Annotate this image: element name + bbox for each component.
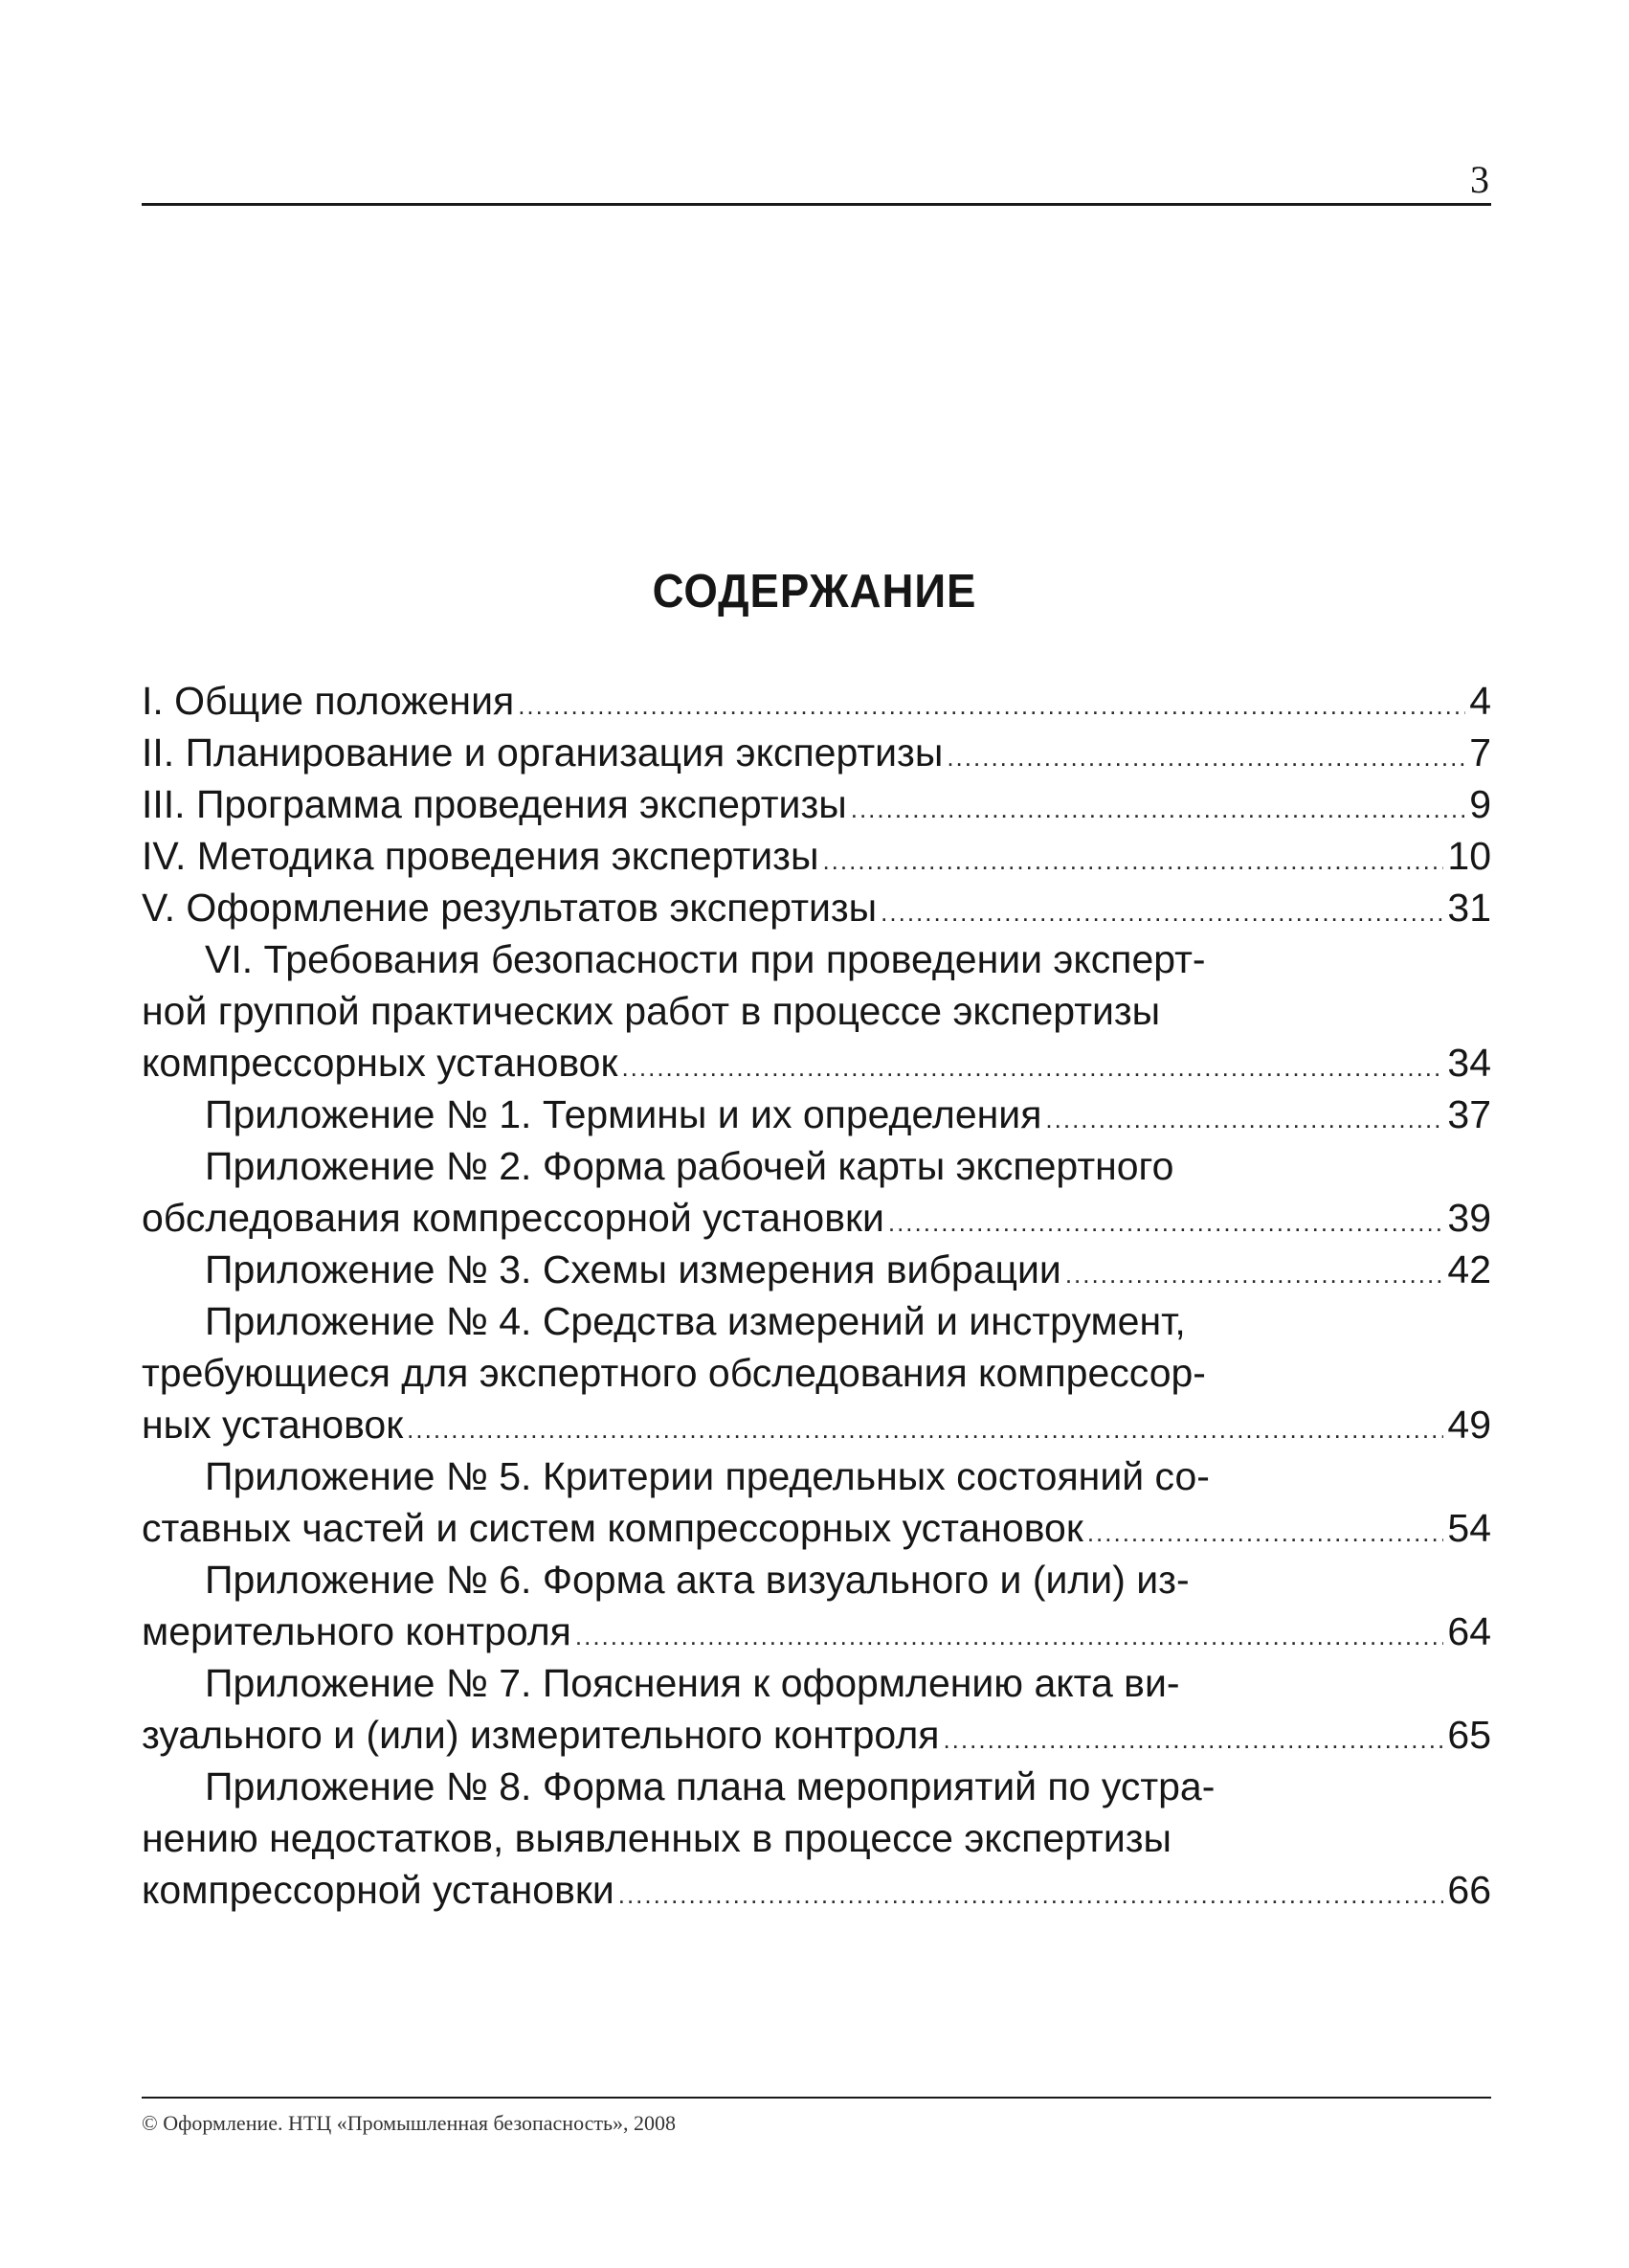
toc-entry-line: ной группой практических работ в процессе экспертизы (142, 989, 1161, 1033)
toc-entry-last-line (142, 1192, 1491, 1244)
header-rule (142, 203, 1491, 206)
toc-entry[interactable] (142, 1761, 1491, 1916)
toc-title: СОДЕРЖАНИЕ (652, 566, 977, 618)
toc-entry-last-line (142, 1399, 1491, 1450)
toc-entry-last-line (142, 1502, 1491, 1554)
toc-page-number: 65 (1447, 1713, 1491, 1757)
dot-leader (618, 1869, 1444, 1920)
dot-leader (575, 1610, 1444, 1662)
dot-leader (621, 1042, 1443, 1093)
toc-entry-line: V. Оформление результатов экспертизы (142, 886, 878, 930)
dot-leader (1065, 1248, 1444, 1300)
toc-entry-last-line (142, 1606, 1491, 1657)
toc-page-number: 42 (1447, 1247, 1491, 1291)
toc-entry[interactable] (142, 933, 1491, 1089)
toc-page-number: 66 (1447, 1868, 1491, 1912)
toc-entry-line: обследования компрессорной установки (142, 1196, 884, 1240)
toc-entry[interactable] (142, 1657, 1491, 1761)
page-number: 3 (1470, 158, 1489, 201)
dot-leader (943, 1714, 1443, 1765)
toc-entry-line: I. Общие положения (142, 679, 515, 723)
toc-entry-last-line (142, 1244, 1491, 1295)
toc-entry-line: мерительного контроля (142, 1609, 571, 1653)
toc-entry-line: зуального и (или) измерительного контроля (142, 1713, 940, 1757)
toc-entry[interactable] (142, 1554, 1491, 1657)
toc-entry-last-line (142, 1864, 1491, 1916)
table-of-contents (142, 675, 1491, 1916)
dot-leader (888, 1197, 1444, 1248)
toc-page-number: 54 (1447, 1506, 1491, 1550)
toc-entry[interactable] (142, 882, 1491, 933)
toc-entry-last-line (142, 882, 1491, 933)
toc-entry-line: II. Планирование и организация экспертизы (142, 730, 944, 775)
toc-entry[interactable] (142, 778, 1491, 830)
toc-entry-last-line (142, 675, 1491, 727)
toc-entry-line: требующиеся для экспертного обследования компрессор- (142, 1351, 1206, 1395)
dot-leader (1045, 1093, 1443, 1145)
toc-entry-last-line (142, 1037, 1491, 1089)
toc-entry[interactable] (142, 1140, 1491, 1244)
toc-page-number: 31 (1447, 886, 1491, 930)
dot-leader (1087, 1507, 1444, 1559)
dot-leader (822, 835, 1443, 887)
toc-entry[interactable] (142, 727, 1491, 778)
footer-copyright: © Оформление. НТЦ «Промышленная безопасность», 2008 (142, 2111, 677, 2135)
toc-entry-line: Приложение № 5. Критерии предельных состояний со- (205, 1454, 1210, 1498)
toc-entry-line: нению недостатков, выявленных в процессе экспертизы (142, 1816, 1172, 1860)
toc-page-number: 10 (1447, 834, 1491, 878)
toc-entry-line: III. Программа проведения экспертизы (142, 782, 847, 826)
dot-leader (407, 1403, 1443, 1455)
toc-page-number: 7 (1469, 730, 1491, 775)
toc-entry-last-line (142, 1089, 1491, 1140)
footer-rule (142, 2097, 1491, 2099)
dot-leader (518, 680, 1465, 731)
dot-leader (947, 731, 1465, 783)
toc-entry[interactable] (142, 1450, 1491, 1554)
dot-leader (851, 783, 1465, 835)
toc-entry-line: IV. Методика проведения экспертизы (142, 834, 819, 878)
toc-entry-line: Приложение № 3. Схемы измерения вибрации (205, 1247, 1061, 1291)
toc-entry-last-line (142, 830, 1491, 882)
toc-entry-line: VI. Требования безопасности при проведении эксперт- (205, 937, 1206, 981)
dot-leader (881, 887, 1443, 938)
toc-page-number: 9 (1469, 782, 1491, 826)
toc-entry[interactable] (142, 830, 1491, 882)
toc-entry-line: Приложение № 7. Пояснения к оформлению акта ви- (205, 1661, 1180, 1705)
toc-page-number: 37 (1447, 1092, 1491, 1136)
toc-page-number: 4 (1469, 679, 1491, 723)
toc-entry-line: Приложение № 2. Форма рабочей карты экспертного (205, 1144, 1174, 1188)
toc-entry[interactable] (142, 675, 1491, 727)
toc-entry-last-line (142, 778, 1491, 830)
toc-entry[interactable] (142, 1089, 1491, 1140)
toc-entry-line: Приложение № 1. Термины и их определения (205, 1092, 1042, 1136)
toc-entry[interactable] (142, 1295, 1491, 1450)
toc-page-number: 34 (1447, 1041, 1491, 1085)
toc-entry-last-line (142, 1709, 1491, 1761)
toc-page-number: 64 (1447, 1609, 1491, 1653)
toc-entry-line: компрессорной установки (142, 1868, 614, 1912)
toc-page-number: 39 (1447, 1196, 1491, 1240)
toc-entry-line: Приложение № 6. Форма акта визуального и (или) из- (205, 1558, 1190, 1602)
toc-entry-line: Приложение № 4. Средства измерений и инструмент, (205, 1299, 1186, 1343)
toc-entry-line: ставных частей и систем компрессорных установок (142, 1506, 1083, 1550)
toc-page-number: 49 (1447, 1403, 1491, 1447)
toc-entry-line: компрессорных установок (142, 1041, 618, 1085)
toc-entry-line: ных установок (142, 1403, 404, 1447)
toc-entry-last-line (142, 727, 1491, 778)
toc-entry-line: Приложение № 8. Форма плана мероприятий по устра- (205, 1764, 1216, 1808)
toc-entry[interactable] (142, 1244, 1491, 1295)
